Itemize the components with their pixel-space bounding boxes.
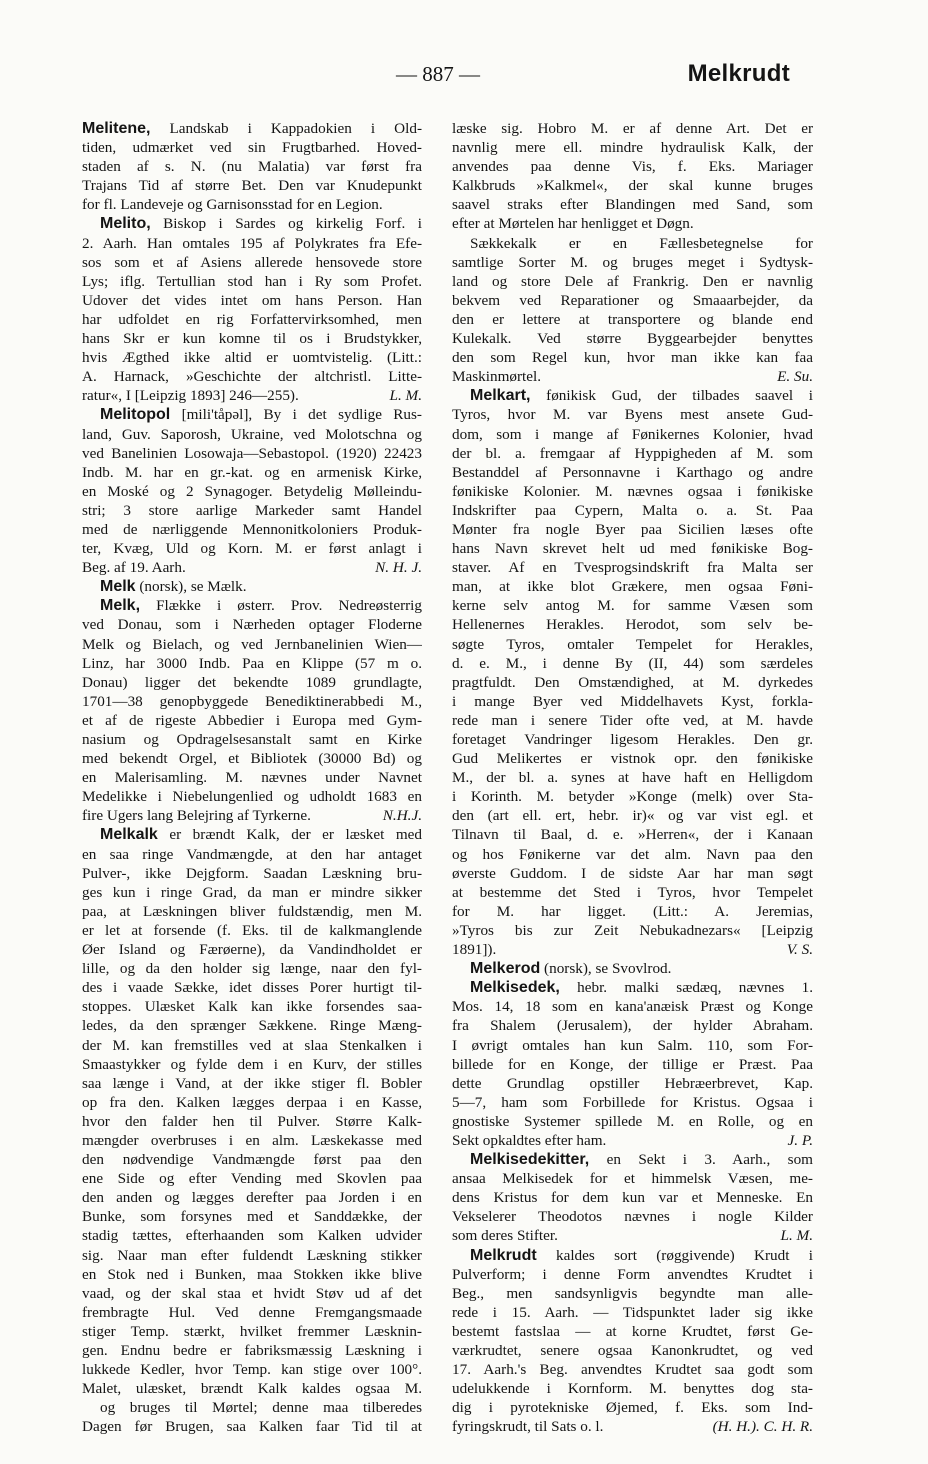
headword: Melkart, xyxy=(470,387,531,405)
left-column xyxy=(82,119,422,1456)
running-head: Melkrudt xyxy=(687,60,790,87)
entry-melkerod: Melkerod (norsk), se Svovlrod. xyxy=(470,960,672,978)
author-signature: L. M. xyxy=(780,1227,813,1245)
headword: Melkisedekitter, xyxy=(470,1151,590,1169)
entry-melk: Melk, Flække i østerr. Prov. Nedreøsterrig ved Donau, som i Nærheden optager Floderne Melk og Bielach, og ved Jernbanelinien Wien— Linz, har 3000 Indb. Paa en Klippe (57 m o. Donau) ligger det bekendte 1089 grundlagte, 1701—38 genopbyggede Benediktinerabbedi M., et af de rigeste Abbedier i Europa med Gym- nasium og Opdragelsesanstalt samt en Kirke med bekendt Orgel, et Bibliotek (30000 Bd) og en Malerisamling. M. nævnes under Navnet Medelikke i Niebelungenlied og udholdt 1683 en fire Ugers lang Belejring af Tyrkerne. N.H.J. xyxy=(82,597,422,825)
headword: Melkalk xyxy=(100,826,158,844)
page-number: — 887 — xyxy=(396,62,480,86)
headword: Melkrudt xyxy=(470,1246,537,1264)
author-signature: N. H. J. xyxy=(375,559,422,577)
entry-melkrudt: Melkrudt kaldes sort (røggivende) Krudt i Pulverform; i denne Form anvendtes Krudtet i Beg., men sandsynligvis begyndte man alle- rede i 15. Aarh. — Tidspunktet lader sig ikke bestemt fastslaa — at korne Krudtet, først Ge- værkrudtet, senere ogsaa Kanonkrudtet, og ved 17. Aarh.'s Beg. anvendtes Krudtet saa godt som udelukkende i Kornform. M. benyttes dog sta- dig i pyrotekniske Øjemed, f. Eks. som Ind- fyringskrudt, til Sats o. l. (H. H.). C. H. R. xyxy=(452,1246,813,1436)
headword: Melitopol xyxy=(100,406,171,424)
author-signature: V. S. xyxy=(786,941,813,959)
headword: Melk xyxy=(100,578,136,596)
headword: Melkisedek, xyxy=(470,979,560,997)
entry-melkisedekitter: Melkisedekitter, en Sekt i 3. Aarh., som ansaa Melkisedek for et himmelsk Væsen, me- dens Kristus for dem kun var et Menneske. En Vekselerer Theodotos nævnes i nogle Kilder som deres Stifter. L. M. xyxy=(452,1151,813,1245)
headword: Melk, xyxy=(100,597,141,615)
entry-melkalk-continued: læske sig. Hobro M. er af denne Art. Det er navnlig mere ell. mindre hydraulisk Kalk, der anvendes paa denne Vis, f. Eks. Mariager Kalkbruds »Kalkmel«, der skal kunne bruges saavel straks efter Blandingen med Sand, som efter at Mørtelen har henligget et Døgn. Sækkekalk er en Fællesbetegnelse for samtlige Sorter M. og bruges meget i Sydtysk- land og store Dele af Frankrig. Den er navnlig bekvem ved Reparationer og Smaaarbejder, da den er lettere at transportere og blande end Kulekalk. Ved større Byggearbejder benyttes den som Regel kun, hvor man ikke kan faa Maskinmørtel. E. Su. xyxy=(452,120,813,386)
entry-melkart: Melkart, fønikisk Gud, der tilbades saavel i Tyros, hvor M. var Byens mest ansete Gud- dom, som i mange af Fønikernes Kolonier, hvad der bl. a. fremgaar af Hyppigheden af M. som Bestanddel af Personnavne i Karthago og andre fønikiske Kolonier. M. nævnes ogsaa i fønikiske Indskrifter paa Cypern, Malta o. a. St. Paa Mønter fra nogle Byer paa Sicilien læses ofte hans Navn skrevet helt ud med fønikiske Bog- staver. Af en Tvesprogsindskrift fra Malta ser man, at ikke blot Grækere, men ogsaa Føni- kerne selv antog M. for samme Væsen som Hellenernes Herakles. Herodot, som selv be- søgte Tyros, omtaler Tempelet for Herakles, d. e. M., i denne By (II, 44) som særdeles pragtfuldt. Den Omstændighed, at M. dyrkedes i mange Byer ved Middelhavets Kyst, forkla- rede man i senere Tider ofte ved, at M. havde foretaget Vandringer ligesom Herakles. Den gr. Gud Melikertes er vistnok opr. den fønikiske M., der bl. a. synes at have haft en Helligdom i Korinth. M. betyder »Konge (melk) over Sta- den (art ell. ert, hebr. ir)« og var vist egl. et Tilnavn til Baal, d. e. »Herren«, der i Kanaan og hos Fønikerne var det alm. Navn paa den øverste Guddom. I de sidste Aar har man søgt at bestemme det Sted i Tyros, hvor Tempelet for M. har ligget. (Litt.: A. Jeremias, »Tyros bis zur Zeit Nebukadnezars« [Leipzig 1891]). V. S. xyxy=(452,387,813,959)
headword: Melitene, xyxy=(82,120,151,137)
entry-melito: Melito, Biskop i Sardes og kirkelig Forf. i 2. Aarh. Han omtales 195 af Polykrates fra Efe- sos som et af Asiens allerede hensovede store Lys; iflg. Tertullian stod han i Ry som Profet. Udover det vides intet om hans Person. Han har udfoldet en rig Forfattervirksomhed, men hans Skr er kun komne til os i Brudstykker, hvis Ægthed ikke altid er uomtvistelig. (Litt.: A. Harnack, »Geschichte der altchristl. Litte- ratur«, I [Leipzig 1893] 246—255). L. M. xyxy=(82,215,422,405)
entry-melitopol: Melitopol [mili'tåpəl], By i det sydlige Rus- land, Guv. Saporosh, Ukraine, ved Molotschna og ved Banelinien Losowaja—Sebastopol. (1920) 22423 Indb. M. har en gr.-kat. og en armenisk Kirke, en Moské og 2 Synagoger. Betydelig Mølleindu- stri; 3 store aarlige Markeder samt Handel med de nærliggende Mennonitkoloniers Produk- ter, Kvæg, Uld og Korn. M. er først anlagt i Beg. af 19. Aarh. N. H. J. xyxy=(82,406,422,577)
headword: Melito, xyxy=(100,215,151,233)
author-signature: (H. H.). C. H. R. xyxy=(712,1418,813,1436)
entry-melk-ref: Melk (norsk), se Mælk. xyxy=(100,578,247,596)
entry-melkisedek: Melkisedek, hebr. malki sædæq, nævnes 1. Mos. 14, 18 som en kana'anæisk Præst og Konge fra Shalem (Jerusalem), der hylder Abraham. I øvrigt omtales han kun Salm. 110, som For- billede for en Konge, der tillige er Præst. Paa dette Grundlag opstiller Hebræerbrevet, Kap. 5—7, ham som Forbillede for Kristus. Ogsaa i gnostiske Systemer spillede M. en Rolle, og en Sekt opkaldtes efter ham. J. P. xyxy=(452,979,813,1149)
author-signature: L. M. xyxy=(389,387,422,405)
author-signature: J. P. xyxy=(787,1131,813,1149)
entry-melitene: Melitene, Landskab i Kappadokien i Old- tiden, udmærket ved sin Frugtbarhed. Hoved- staden af s. N. (nu Malatia) var først fra Trajans Tid af større Bet. Den var Knudepunkt for fl. Landeveje og Garnisonsstad for en Legion. xyxy=(82,120,422,214)
right-column xyxy=(452,119,813,1436)
entry-melkalk: Melkalk er brændt Kalk, der er læsket med en saa ringe Vandmængde, at den har antaget Pulver-, ikke Dejgform. Saadan Læskning bru- ges kun i ringe Grad, da man er mindre sikker paa, at Læskningen bliver fuldstændig, men M. er let at forsende (f. Eks. til de kalkmanglende Øer Island og Færøerne), da Vandindholdet er lille, og da den holder sig længe, naar den fyl- des i vaade Sække, idet disses Porer hurtigt til- stoppes. Ulæsket Kalk kan ikke forsendes saa- ledes, da den sprænger Sækkene. Ringe Mæng- der M. kan fremstilles ved at slaa Stenkalken i Smaastykker og fylde dem i en Kurv, der stilles saa længe i Vand, at der ikke stiger fl. Bobler op fra den. Kalken lægges derpaa i en Kasse, hvor den falder hen til Pulver. Større Kalk- mængder overbruses i en alm. Læskekasse med den nødvendige Vandmængde først paa den ene Side og efter Vending med Skovlen paa den anden og lægges derefter paa Jorden i en Bunke, som forsynes med et Sanddække, der stadig tættes, efterhaanden som Kalken udvider sig. Naar man efter fuldendt Læskning stikker en Stok ned i Bunken, maa Stokken ikke blive vaad, og der skal staa et hvidt Støv ud af det frembragte Hul. Ved denne Fremgangsmaade stiger Temp. stærkt, hvilket fremmer Læsknin- gen. Endnu bedre er fabriksmæssig Læskning i lukkede Kedler, hvor Temp. kan stige over 100°. Malet, ulæsket, brændt Kalk kaldes ogsaa M. og bruges til Mørtel; denne maa tilberedes Dagen før Brugen, saa Kalken faar Tid til at xyxy=(82,826,422,1436)
author-signature: E. Su. xyxy=(777,368,813,386)
author-signature: N.H.J. xyxy=(382,807,422,825)
headword: Melkerod xyxy=(470,960,541,978)
